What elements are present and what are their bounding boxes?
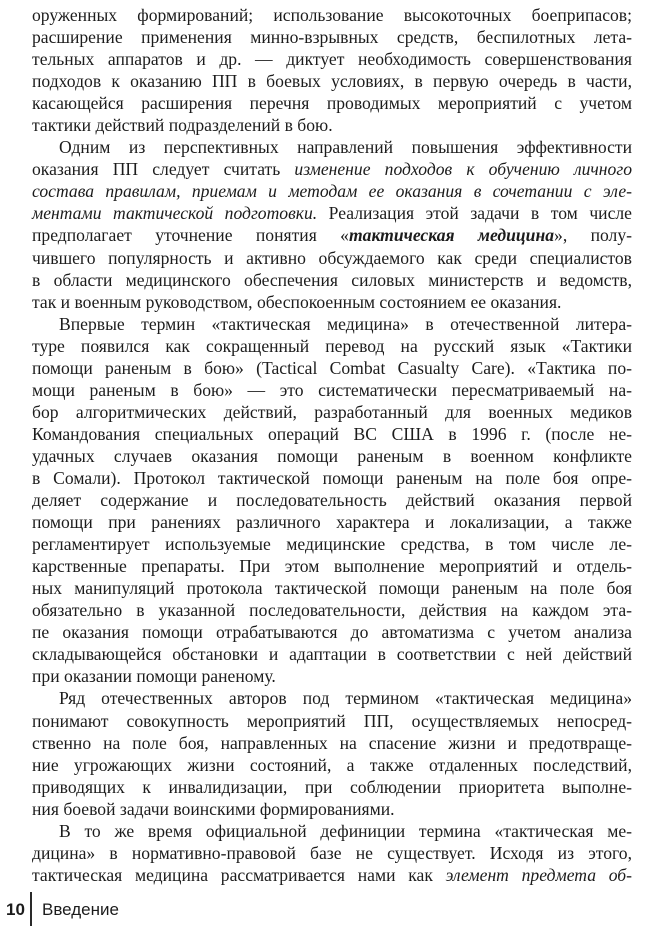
text-run: », полу- bbox=[554, 225, 632, 246]
text-line bbox=[32, 202, 632, 224]
text-line bbox=[32, 136, 632, 158]
body-text bbox=[32, 4, 632, 886]
text-line bbox=[32, 754, 632, 776]
text-line bbox=[32, 489, 632, 511]
text-run: предполагает уточнение понятия « bbox=[32, 225, 349, 246]
text-run: подходов к оказанию ПП в боевых условиях, в первую очередь в части, bbox=[32, 71, 632, 92]
text-line bbox=[32, 511, 632, 533]
text-line bbox=[32, 445, 632, 467]
text-line bbox=[32, 423, 632, 445]
text-line bbox=[32, 842, 632, 864]
text-line bbox=[32, 577, 632, 599]
text-run: тактическая медицина рассматривается нами как bbox=[32, 864, 446, 885]
text-line bbox=[32, 820, 632, 842]
italic-run: ментами тактической подготовки. bbox=[32, 203, 318, 224]
text-line bbox=[32, 798, 632, 820]
text-run: Одним из перспективных направлений повышения эффективности bbox=[59, 137, 632, 158]
text-line bbox=[32, 776, 632, 798]
text-line bbox=[32, 665, 632, 687]
text-run: удачных случаев оказания помощи раненым в военном конфликте bbox=[32, 445, 632, 466]
text-run: ния боевой задачи воинскими формированиями. bbox=[32, 798, 395, 819]
text-run: в Сомали). Протокол тактической помощи раненым на поле боя опре- bbox=[32, 467, 632, 488]
text-run: в области медицинского обеспечения силовых министерств и ведомств, bbox=[32, 269, 632, 290]
text-line bbox=[32, 335, 632, 357]
text-line bbox=[32, 269, 632, 291]
text-line bbox=[32, 643, 632, 665]
text-line bbox=[32, 180, 632, 202]
text-run: приводящих к инвалидизации, при соблюдении приоритета выполне- bbox=[32, 776, 632, 797]
text-run: Реализация этой задачи в том числе bbox=[317, 203, 632, 224]
text-line bbox=[32, 732, 632, 754]
text-line bbox=[32, 92, 632, 114]
page-footer bbox=[0, 892, 648, 926]
text-line bbox=[32, 379, 632, 401]
text-line bbox=[32, 70, 632, 92]
text-run: ственно на поле боя, направленных на спасение жизни и предотвраще- bbox=[32, 732, 632, 753]
text-line bbox=[32, 401, 632, 423]
text-run: бор алгоритмических действий, разработанный для военных медиков bbox=[32, 401, 632, 422]
text-run: Командования специальных операций ВС США в 1996 г. (после не- bbox=[32, 423, 632, 444]
text-run: тельных аппаратов и др. — диктует необходимость совершенствования bbox=[32, 49, 632, 70]
italic-run: изменение подходов к обучению личного bbox=[294, 159, 632, 180]
text-line bbox=[32, 555, 632, 577]
text-run: оказания ПП следует считать bbox=[32, 159, 295, 180]
text-line bbox=[32, 710, 632, 732]
text-run: дицина» в нормативно-правовой базе не существует. Исходя из этого, bbox=[32, 842, 632, 863]
text-run: складывающейся обстановки и адаптации в соответствии с ней действий bbox=[32, 644, 632, 665]
text-run: туре появился как сокращенный перевод на русский язык «Тактики bbox=[32, 335, 632, 356]
text-line bbox=[32, 621, 632, 643]
text-run: расширение применения минно-взрывных средств, беспилотных лета- bbox=[32, 27, 632, 48]
text-run: оруженных формирований; использование высокоточных боеприпасов; bbox=[32, 5, 632, 25]
italic-run: состава правилам, приемам и методам ее оказания в сочетании с эле- bbox=[32, 181, 632, 202]
text-run: Ряд отечественных авторов под термином «тактическая медицина» bbox=[59, 688, 632, 709]
footer-divider bbox=[30, 892, 32, 926]
text-line bbox=[32, 26, 632, 48]
text-run: мощи раненым в бою» — это систематически пересматриваемый на- bbox=[32, 379, 632, 400]
text-run: так и военным руководством, обеспокоенным состоянием ее оказания. bbox=[32, 291, 562, 312]
text-line bbox=[32, 247, 632, 269]
text-line bbox=[32, 467, 632, 489]
italic-run: элемент предмета об- bbox=[445, 864, 632, 885]
text-run: В то же время официальной дефиниции термина «тактическая ме- bbox=[59, 820, 632, 841]
text-run: карственные препараты. При этом выполнение мероприятий и отдель- bbox=[32, 556, 632, 577]
text-line bbox=[32, 357, 632, 379]
text-run: ние угрожающих жизни состояний, а также отдаленных последствий, bbox=[32, 754, 632, 775]
text-line bbox=[32, 864, 632, 886]
bold-italic-term: тактическая медицина bbox=[348, 225, 555, 246]
text-line bbox=[32, 313, 632, 335]
text-line bbox=[32, 4, 632, 26]
text-run: ных манипуляций протокола тактической помощи раненым на поле боя bbox=[32, 578, 632, 599]
text-run: тактики действий подразделений в бою. bbox=[32, 115, 333, 136]
text-line bbox=[32, 224, 632, 246]
text-line bbox=[32, 158, 632, 180]
text-run: помощи при ранениях различного характера и локализации, а также bbox=[32, 512, 632, 533]
text-run: регламентирует используемые медицинские средства, в том числе ле- bbox=[32, 534, 632, 555]
text-run: понимают совокупность мероприятий ПП, осуществляемых непосред- bbox=[32, 710, 632, 731]
text-run: при оказании помощи раненому. bbox=[32, 666, 276, 687]
text-line bbox=[32, 599, 632, 621]
text-line bbox=[32, 48, 632, 70]
text-run: помощи раненым в бою» (Tactical Combat Casualty Care). «Тактика по- bbox=[32, 357, 632, 378]
text-line bbox=[32, 533, 632, 555]
text-line bbox=[32, 114, 632, 136]
text-run: обязательно в указанной последовательности, действия на каждом эта- bbox=[32, 600, 632, 621]
text-run: деляет содержание и последовательность действий оказания первой bbox=[32, 490, 632, 511]
text-run: пе оказания помощи отрабатываются до автоматизма с учетом анализа bbox=[32, 622, 632, 643]
text-line bbox=[32, 291, 632, 313]
text-line bbox=[32, 687, 632, 709]
page-number: 10 bbox=[6, 900, 25, 919]
text-run: касающейся расширения перечня проводимых мероприятий с учетом bbox=[32, 93, 632, 114]
text-run: Впервые термин «тактическая медицина» в отечественной литера- bbox=[59, 313, 632, 334]
text-run: чившего популярность и активно обсуждаемого как среди специалистов bbox=[32, 247, 632, 268]
section-title: Введение bbox=[42, 900, 119, 919]
